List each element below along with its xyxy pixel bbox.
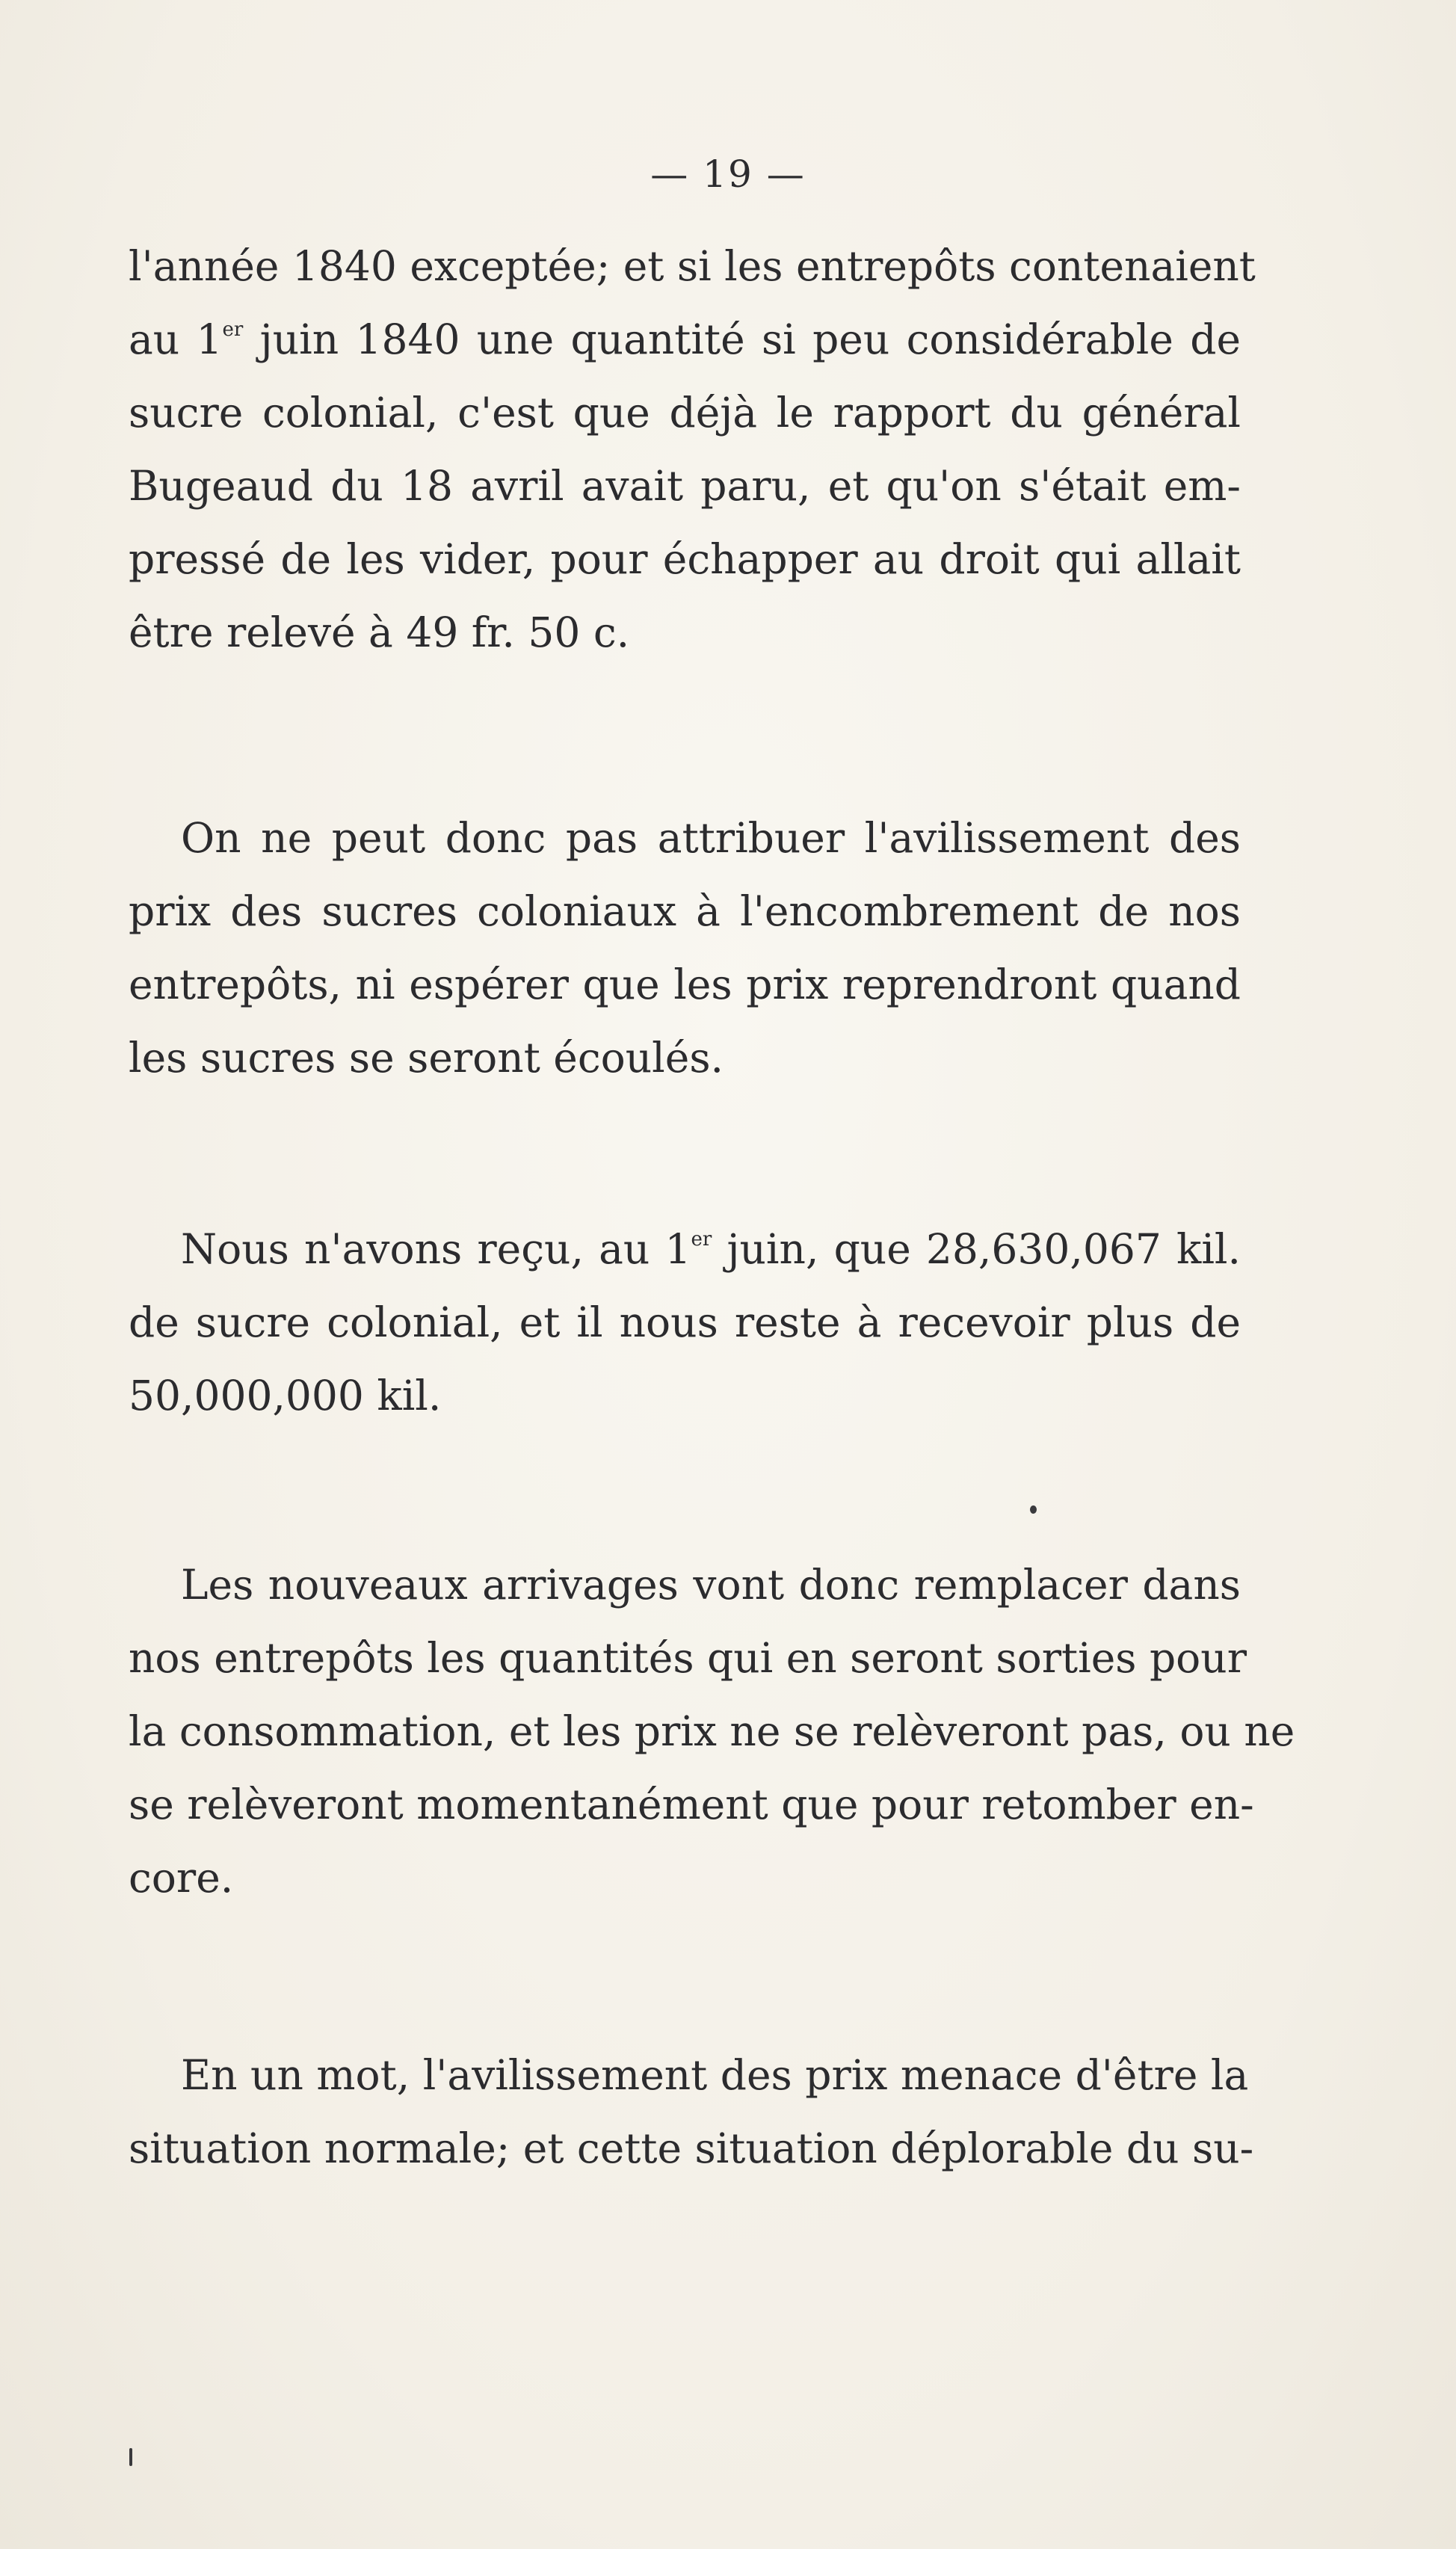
text-line: être relevé à 49 fr. 50 c. [129,608,630,656]
text-line: pressé de les vider, pour échapper au droit qui allait [129,535,1241,583]
superscript-er: er [222,318,244,341]
paragraph-5 [129,2038,1254,2185]
text-line: entrepôts, ni espérer que les prix reprendront quand [129,961,1241,1008]
text-line: de sucre colonial, et il nous reste à recevoir plus de [129,1298,1241,1346]
text-line: sucre colonial, c'est que déjà le rapport du général [129,389,1241,437]
paragraph-4 [129,1548,1295,1914]
ink-speck [1030,1505,1037,1514]
text-line: Les nouveaux arrivages vont donc remplacer dans [181,1561,1241,1609]
text-line: les sucres se seront écoulés. [129,1034,724,1082]
text-line: nos entrepôts les quantités qui en seront sorties pour [129,1634,1247,1682]
ink-mark [129,2448,132,2466]
page-number: — 19 — [650,152,806,196]
text-line: se relèveront momentanément que pour retomber en- [129,1781,1254,1828]
text-line: la consommation, et les prix ne se relèveront pas, ou ne [129,1707,1295,1755]
superscript-er: er [691,1228,712,1251]
text-line: On ne peut donc pas attribuer l'avilissement des [181,814,1241,862]
text-line: l'année 1840 exceptée; et si les entrepôts contenaient [129,242,1256,290]
paragraph-2 [129,801,1241,1094]
text-line: prix des sucres coloniaux à l'encombrement de nos [129,887,1241,935]
paragraph-1 [129,229,1256,669]
text-line: core. [129,1854,234,1902]
text-line: Bugeaud du 18 avril avait paru, et qu'on s'était em- [129,462,1241,510]
text-line: 50,000,000 kil. [129,1372,442,1420]
text-line: En un mot, l'avilissement des prix menace d'être la [181,2051,1249,2099]
paragraph-3 [129,1212,1241,1432]
text-line: situation normale; et cette situation déplorable du su- [129,2124,1254,2172]
text-line: au 1er juin 1840 une quantité si peu considérable de [129,315,1241,363]
text-line: Nous n'avons reçu, au 1er juin, que 28,630,067 kil. [181,1225,1241,1273]
